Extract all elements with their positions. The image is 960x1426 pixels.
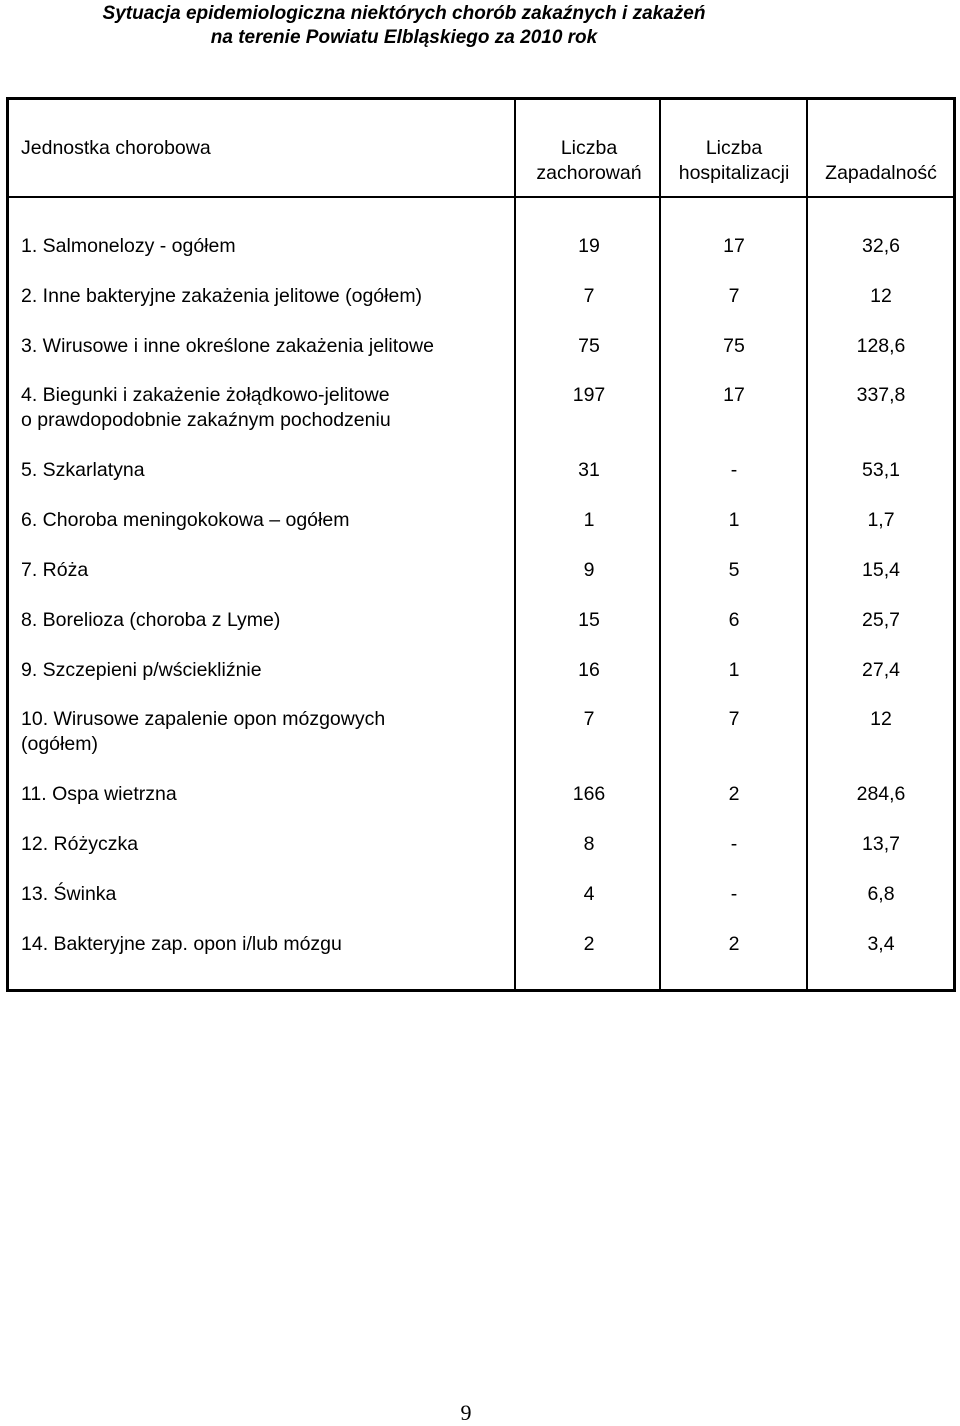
row-incidence: 53,1 (862, 459, 900, 481)
row-disease-line1: 4. Biegunki i zakażenie żołądkowo-jelitowe (21, 384, 390, 406)
row-disease: 11. Ospa wietrzna (21, 783, 177, 805)
row-disease: 5. Szkarlatyna (21, 459, 145, 481)
row-cases: 8 (583, 833, 595, 855)
row-disease: 14. Bakteryjne zap. opon i/lub mózgu (21, 933, 342, 955)
row-cases: 166 (572, 783, 606, 805)
row-disease: 8. Borelioza (choroba z Lyme) (21, 609, 281, 631)
row-cases: 9 (583, 559, 595, 581)
row-incidence: 284,6 (856, 783, 906, 805)
row-hospitalizations: 1 (728, 659, 740, 681)
epidemiology-table (6, 97, 956, 992)
row-hospitalizations: 7 (728, 708, 740, 730)
row-cases: 2 (583, 933, 595, 955)
row-disease: 2. Inne bakteryjne zakażenia jelitowe (ogółem) (21, 285, 423, 307)
row-cases: 16 (578, 659, 600, 681)
row-incidence: 15,4 (862, 559, 900, 581)
page-number: 9 (460, 1400, 472, 1425)
row-cases: 75 (578, 335, 600, 357)
row-disease: 6. Choroba meningokokowa – ogółem (21, 509, 350, 531)
row-disease: 3. Wirusowe i inne określone zakażenia jelitowe (21, 335, 434, 357)
row-incidence: 128,6 (856, 335, 906, 357)
row-hospitalizations: - (730, 459, 738, 481)
row-hospitalizations: 6 (728, 609, 740, 631)
row-cases: 7 (583, 285, 595, 307)
header-cases-line1: Liczba (560, 137, 618, 159)
header-hospitalizations-line1: Liczba (705, 137, 763, 159)
row-cases: 19 (578, 235, 600, 257)
row-disease: 13. Świnka (21, 883, 117, 905)
row-incidence: 1,7 (867, 509, 895, 531)
row-disease: 1. Salmonelozy - ogółem (21, 235, 236, 257)
header-disease: Jednostka chorobowa (21, 137, 211, 159)
row-hospitalizations: 75 (723, 335, 745, 357)
header-hospitalizations-line2: hospitalizacji (678, 162, 790, 184)
header-cases-line2: zachorowań (536, 162, 642, 184)
header-divider (9, 196, 953, 198)
row-disease-line2: o prawdopodobnie zakaźnym pochodzeniu (21, 409, 391, 431)
row-disease-line2: (ogółem) (21, 733, 98, 755)
row-cases: 4 (583, 883, 595, 905)
row-disease-line1: 10. Wirusowe zapalenie opon mózgowych (21, 708, 386, 730)
row-incidence: 6,8 (867, 883, 895, 905)
row-disease: 9. Szczepieni p/wściekliźnie (21, 659, 262, 681)
row-disease: 7. Róża (21, 559, 89, 581)
row-incidence: 27,4 (862, 659, 900, 681)
row-hospitalizations: 1 (728, 509, 740, 531)
title-line-1: Sytuacja epidemiologiczna niektórych chorób zakaźnych i zakażeń (102, 3, 706, 24)
row-hospitalizations: 17 (723, 384, 745, 406)
document-title (0, 0, 808, 50)
title-line-2: na terenie Powiatu Elbląskiego za 2010 rok (210, 27, 598, 48)
row-incidence: 337,8 (856, 384, 906, 406)
row-cases: 1 (583, 509, 595, 531)
row-incidence: 25,7 (862, 609, 900, 631)
row-cases: 7 (583, 708, 595, 730)
row-hospitalizations: 17 (723, 235, 745, 257)
row-hospitalizations: 2 (728, 783, 740, 805)
row-incidence: 3,4 (867, 933, 895, 955)
row-hospitalizations: - (730, 833, 738, 855)
row-incidence: 12 (870, 285, 892, 307)
header-incidence: Zapadalność (825, 162, 937, 184)
row-cases: 31 (578, 459, 600, 481)
row-cases: 15 (578, 609, 600, 631)
row-cases: 197 (572, 384, 606, 406)
row-hospitalizations: 2 (728, 933, 740, 955)
row-disease: 12. Różyczka (21, 833, 139, 855)
row-incidence: 13,7 (862, 833, 900, 855)
row-incidence: 12 (870, 708, 892, 730)
row-hospitalizations: 5 (728, 559, 740, 581)
row-incidence: 32,6 (862, 235, 900, 257)
row-hospitalizations: 7 (728, 285, 740, 307)
row-hospitalizations: - (730, 883, 738, 905)
